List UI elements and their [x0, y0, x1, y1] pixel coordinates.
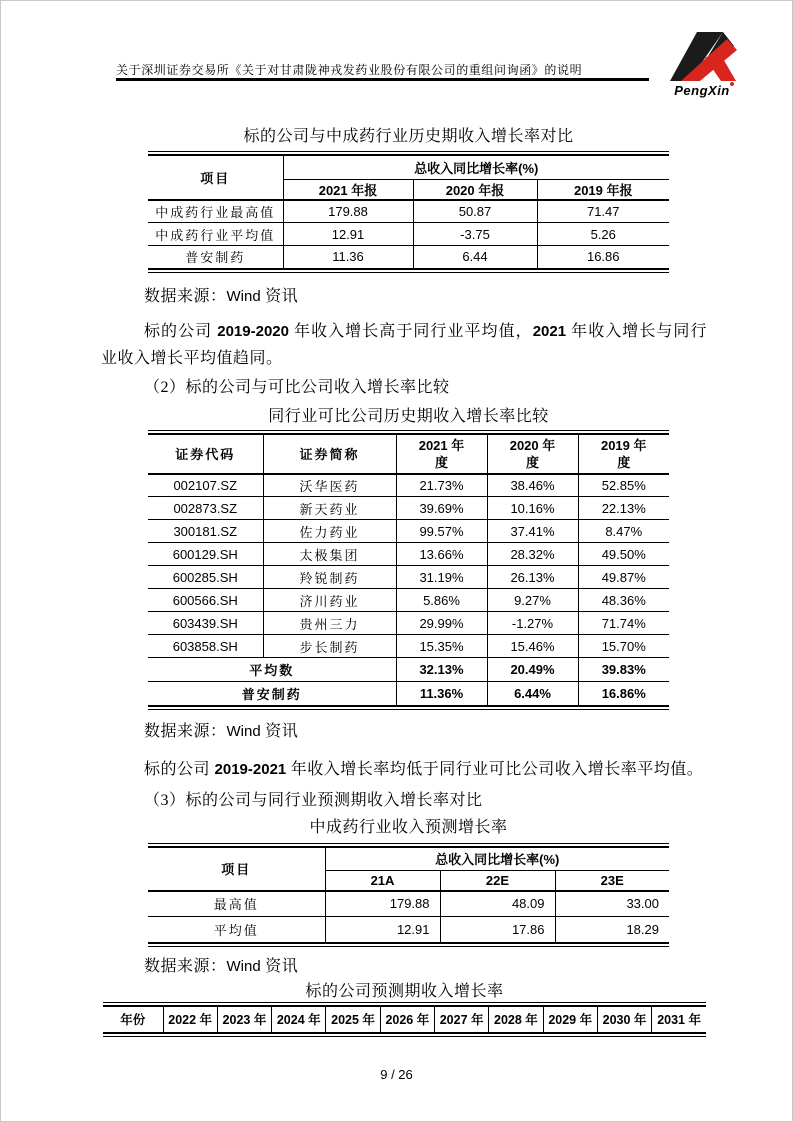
data-cell: 12.91 [283, 223, 413, 246]
data-cell: 9.27% [487, 589, 578, 612]
row-label-cell: 中成药行业最高值 [148, 200, 283, 223]
data-cell: 71.47 [537, 200, 669, 223]
section2-heading: （2）标的公司与可比公司收入增长率比较 [144, 378, 450, 396]
data-cell: 52.85% [578, 474, 669, 497]
header-cell: 项目 [148, 155, 283, 200]
page-number: 9 / 26 [380, 1067, 413, 1082]
data-cell: 15.35% [396, 635, 487, 658]
code-cell: 600566.SH [148, 589, 263, 612]
table2-title: 同行业可比公司历史期收入增长率比较 [268, 407, 549, 425]
header-cell: 项目 [148, 847, 325, 891]
logo-i-dot-icon [730, 82, 734, 86]
data-cell: 26.13% [487, 566, 578, 589]
header-cell: 2029 年 [543, 1006, 597, 1033]
document-body [1, 1, 792, 1037]
data-cell: 8.47% [578, 520, 669, 543]
data-cell: 38.46% [487, 474, 578, 497]
data-cell: 17.86 [440, 917, 555, 943]
table-row [148, 543, 669, 566]
table1-title: 标的公司与中成药行业历史期收入增长率对比 [243, 128, 574, 145]
data-cell: -1.27% [487, 612, 578, 635]
data-cell: 48.36% [578, 589, 669, 612]
data-cell: 29.99% [396, 612, 487, 635]
code-cell: 600129.SH [148, 543, 263, 566]
code-cell: 603858.SH [148, 635, 263, 658]
data-cell: 16.86 [537, 246, 669, 269]
data-cell: 99.57% [396, 520, 487, 543]
code-cell: 600285.SH [148, 566, 263, 589]
data-cell: 10.16% [487, 497, 578, 520]
data-cell: 13.66% [396, 543, 487, 566]
header-cell: 年份 [103, 1006, 163, 1033]
header-cell: 2031 年 [652, 1006, 706, 1033]
table-row [148, 658, 669, 682]
data-cell: 49.87% [578, 566, 669, 589]
name-cell: 沃华医药 [263, 474, 396, 497]
data-cell: 21.73% [396, 474, 487, 497]
table-row [148, 917, 669, 943]
data-cell: 18.29 [555, 917, 669, 943]
data-cell: 48.09 [440, 891, 555, 917]
table1-frame [148, 151, 669, 273]
name-cell: 羚锐制药 [263, 566, 396, 589]
table3-frame [148, 843, 669, 947]
table-row [148, 682, 669, 706]
header-cell: 21A [325, 871, 440, 891]
header-cell: 2019 年报 [537, 179, 669, 200]
table-row [148, 589, 669, 612]
row-label-cell: 中成药行业平均值 [148, 223, 283, 246]
header-cell: 2023 年 [217, 1006, 271, 1033]
data-cell: 15.70% [578, 635, 669, 658]
data-cell: 179.88 [325, 891, 440, 917]
name-cell: 贵州三力 [263, 612, 396, 635]
table-row [148, 566, 669, 589]
data-cell: 6.44% [487, 682, 578, 706]
table-row [148, 155, 669, 179]
header-cell: 2025 年 [326, 1006, 380, 1033]
table2-frame [148, 430, 669, 710]
data-source-line: 数据来源：Wind 资讯 [144, 722, 299, 740]
table3-title: 中成药行业收入预测增长率 [309, 818, 508, 836]
data-cell: 71.74% [578, 612, 669, 635]
logo-text: PengXin [653, 83, 751, 98]
data-cell: 6.44 [413, 246, 537, 269]
header-title: 关于深圳证券交易所《关于对甘肃陇神戎发药业股份有限公司的重组问询函》的说明 [116, 63, 583, 77]
table-row [148, 223, 669, 246]
company-logo [653, 31, 751, 103]
section4-table-block [103, 983, 706, 1037]
row-label-cell: 普安制药 [148, 246, 283, 269]
industry-history-growth-table [148, 154, 669, 270]
data-cell: 39.83% [578, 658, 669, 682]
header-cell: 2030 年 [597, 1006, 651, 1033]
header-cell: 2020 年 度 [487, 434, 578, 474]
paragraph: 标的公司 2019-2020 年收入增长高于同行业平均值，2021 年收入增长与同行业收入增长平均值趋同。 [101, 322, 707, 367]
header-cell: 23E [555, 871, 669, 891]
target-forecast-growth-table [103, 1005, 706, 1034]
table-row [103, 1006, 706, 1033]
data-cell: 37.41% [487, 520, 578, 543]
header-cell: 2020 年报 [413, 179, 537, 200]
header-cell: 22E [440, 871, 555, 891]
table-row [148, 497, 669, 520]
table-row [148, 474, 669, 497]
section3-table-block [148, 819, 669, 947]
section1-table-block [148, 128, 669, 273]
header-cell: 2019 年 度 [578, 434, 669, 474]
table-row [148, 200, 669, 223]
table4-title: 标的公司预测期收入增长率 [305, 982, 504, 1000]
header-cell: 2021 年报 [283, 179, 413, 200]
row-label-cell: 最高值 [148, 891, 325, 917]
data-cell: -3.75 [413, 223, 537, 246]
data-cell: 50.87 [413, 200, 537, 223]
name-cell: 步长制药 [263, 635, 396, 658]
section2-table-block [148, 408, 669, 710]
data-source-line: 数据来源：Wind 资讯 [144, 287, 299, 305]
comparable-companies-growth-table [148, 433, 669, 707]
data-cell: 31.19% [396, 566, 487, 589]
summary-label-cell: 普安制药 [148, 682, 396, 706]
data-cell: 179.88 [283, 200, 413, 223]
data-cell: 49.50% [578, 543, 669, 566]
data-cell: 11.36 [283, 246, 413, 269]
header-cell: 总收入同比增长率(%) [283, 155, 669, 179]
section3-heading: （3）标的公司与同行业预测期收入增长率对比 [144, 791, 483, 809]
data-cell: 22.13% [578, 497, 669, 520]
header-cell: 总收入同比增长率(%) [325, 847, 669, 871]
header-cell: 2027 年 [434, 1006, 488, 1033]
code-cell: 300181.SZ [148, 520, 263, 543]
summary-label-cell: 平均数 [148, 658, 396, 682]
industry-forecast-growth-table [148, 846, 669, 944]
pengxin-logo-icon [667, 31, 737, 85]
header-cell: 2022 年 [163, 1006, 217, 1033]
header-rule [116, 78, 649, 81]
data-cell: 16.86% [578, 682, 669, 706]
data-cell: 39.69% [396, 497, 487, 520]
code-cell: 002107.SZ [148, 474, 263, 497]
table-row [148, 520, 669, 543]
name-cell: 济川药业 [263, 589, 396, 612]
table-row [148, 246, 669, 269]
code-cell: 002873.SZ [148, 497, 263, 520]
table-row [148, 635, 669, 658]
header-cell: 证券代码 [148, 434, 263, 474]
code-cell: 603439.SH [148, 612, 263, 635]
header-cell: 2024 年 [272, 1006, 326, 1033]
table-row [148, 891, 669, 917]
row-label-cell: 平均值 [148, 917, 325, 943]
table-row [148, 847, 669, 871]
data-cell: 5.26 [537, 223, 669, 246]
name-cell: 太极集团 [263, 543, 396, 566]
data-cell: 5.86% [396, 589, 487, 612]
paragraph: 标的公司 2019-2021 年收入增长率均低于同行业可比公司收入增长率平均值。 [144, 760, 704, 778]
table-row [148, 434, 669, 474]
data-cell: 15.46% [487, 635, 578, 658]
name-cell: 新天药业 [263, 497, 396, 520]
header-cell: 证券简称 [263, 434, 396, 474]
table-row [148, 612, 669, 635]
header-cell: 2021 年 度 [396, 434, 487, 474]
data-cell: 33.00 [555, 891, 669, 917]
header-cell: 2026 年 [380, 1006, 434, 1033]
data-cell: 32.13% [396, 658, 487, 682]
data-cell: 12.91 [325, 917, 440, 943]
header-cell: 2028 年 [489, 1006, 543, 1033]
data-source-line: 数据来源：Wind 资讯 [144, 957, 299, 975]
data-cell: 28.32% [487, 543, 578, 566]
data-cell: 20.49% [487, 658, 578, 682]
table4-frame [103, 1002, 706, 1037]
name-cell: 佐力药业 [263, 520, 396, 543]
data-cell: 11.36% [396, 682, 487, 706]
